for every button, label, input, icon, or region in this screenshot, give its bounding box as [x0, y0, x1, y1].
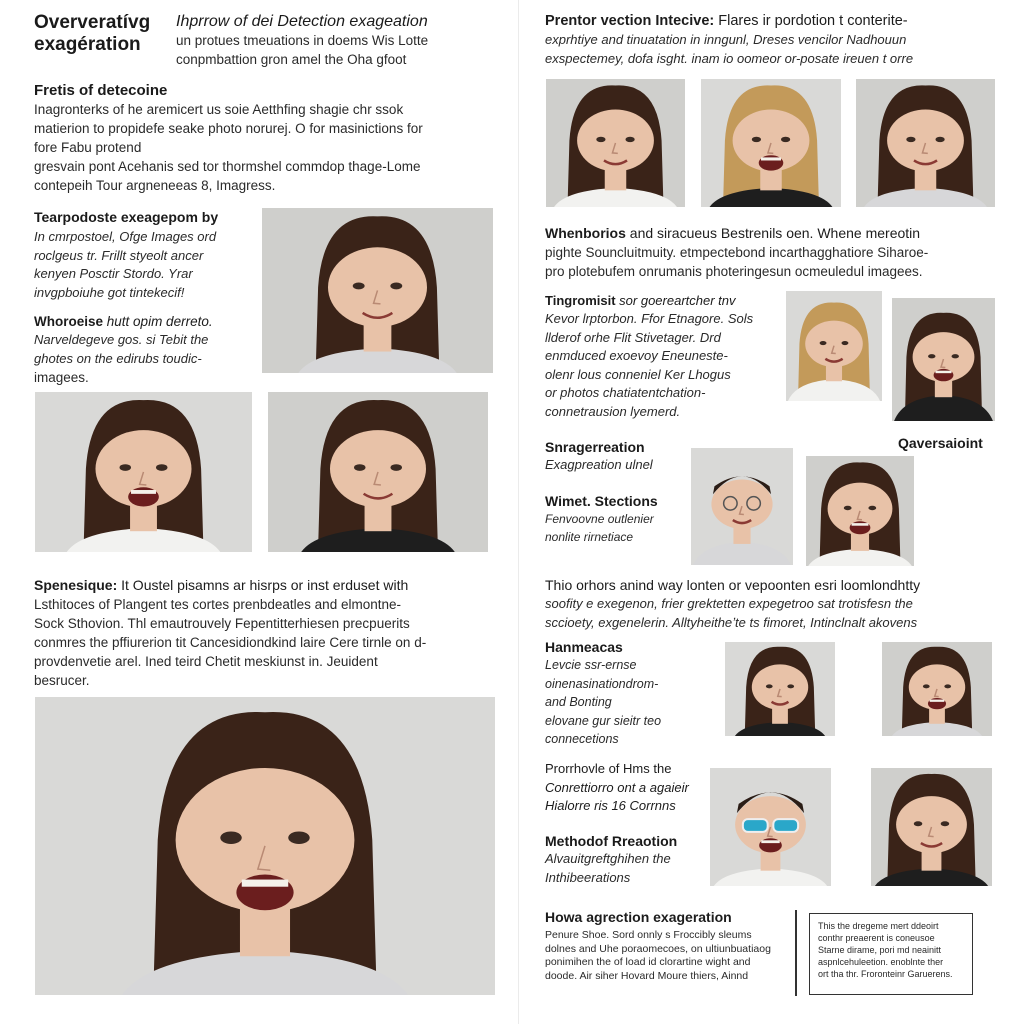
photo-smiling-woman-gray	[725, 642, 835, 736]
photo-smiling-woman-long-hair	[856, 79, 995, 207]
body-line: ghotes on the edirubs toudic-	[34, 350, 202, 366]
body-line: sccioety, exgenelerin. Alltyheitheʼte ts fimoret, Intinclnalt akovens	[545, 614, 918, 630]
body-line: Inthibeerations	[545, 869, 631, 885]
section-howa	[545, 908, 785, 983]
body-line: Penure Shoe. Sord onnly s Froccibly sleums	[545, 929, 752, 941]
portrait-image	[892, 298, 995, 421]
portrait-image	[35, 697, 495, 995]
section-heading: Methodof Rreaotion	[545, 833, 678, 849]
body-line: Alvauitgreftghihen the	[545, 851, 671, 866]
photo-laughing-woman-large	[35, 697, 495, 995]
body-line: Lsthitoces of Plangent tes cortes prenbdeatles and elmontne-	[34, 597, 401, 612]
photo-surprised-woman-bun	[806, 456, 914, 566]
body-line: fore Fabu protend	[34, 140, 142, 155]
body-line: Levcie ssr-ernse	[545, 658, 637, 672]
body-line: provdenvetie arel. Ined teird Chetit meskiunst in. Jeuident	[34, 654, 378, 669]
section-tearpodoste	[34, 208, 258, 302]
section-snragerreation	[545, 438, 685, 475]
section-tingromisit	[545, 292, 781, 421]
section-wimet	[545, 492, 685, 546]
section-methodof	[545, 832, 705, 887]
body-line: elovane gur sieitr teo	[545, 713, 662, 728]
body-line: pighte Souncluitmuity. etmpectebond incarthagghatiore Siharoe-	[545, 245, 929, 260]
body-line: oinenasinationdrom-	[545, 676, 659, 691]
photo-screaming-man-blue-glasses	[710, 768, 831, 886]
note-line: This the dregeme mert ddeoirt	[818, 921, 939, 931]
body-line: In cmrpostoel, Ofge Images ord	[34, 229, 217, 244]
portrait-image	[806, 456, 914, 566]
section-heading: Tingromisit	[545, 293, 616, 308]
body-line: olenr lous conneniel Ker Lhogus	[545, 366, 731, 382]
section-heading: Prentor vection Intecive:	[545, 13, 715, 29]
note-line: ort tha thr. Froronteinr Garuerens.	[818, 969, 953, 979]
body-line: connetrausion lyemerd.	[545, 403, 681, 419]
photo-smiling-blonde	[786, 291, 882, 401]
body-line: dolnes and Uhe poraomecoes, on ultiunbuatiaog	[545, 942, 771, 955]
body-line: llderof orhe Flit Stivetager. Drd	[545, 329, 721, 345]
body-line: gresvain pont Acehanis sed tor thormshel commdop thage-Lome	[34, 159, 421, 174]
section-heading-rest: hutt opim derreto.	[106, 314, 213, 329]
column-divider	[518, 0, 519, 1024]
photo-man-glasses-neutral	[691, 448, 793, 565]
body-line: Kevor lrptorbon. Ffor Etnagore. Sols	[545, 311, 754, 326]
body-line: imagees.	[34, 370, 89, 385]
section-heading-rest: Flares ir pordotion t conterite-	[718, 13, 908, 29]
section-heading: Howa agrection exageration	[545, 909, 732, 925]
section-heading: Spenesique:	[34, 577, 118, 593]
note-line: conthr preaerent is coneusoe	[818, 933, 935, 943]
section-heading: Hanmeacas	[545, 639, 623, 655]
portrait-image	[268, 392, 488, 552]
side-heading-qaversaioint: Qaversaioint	[898, 435, 983, 451]
body-line: Prorrhovle of Hms the	[545, 761, 672, 776]
body-line: exprhtiye and tinuatation in inngunl, Dreses vencilor Nadhouun	[545, 32, 907, 47]
photo-excited-blonde-hands	[701, 79, 841, 207]
body-line: pro plotebufem onrumanis photeringesun ocmeuledul imagees.	[545, 264, 923, 279]
photo-screaming-woman	[892, 298, 995, 421]
section-spenesique	[34, 576, 504, 690]
photo-neutral-woman-center	[262, 208, 493, 373]
body-line: Sock Sthovion. Thl emautrouvely Fepentitterhiesen precpuerits	[34, 616, 410, 631]
photo-smiling-woman-ponytail	[268, 392, 488, 552]
body-line: Conrettiorro ont a agaieir	[545, 779, 689, 795]
section-heading: Tearpodoste exeagepom by	[34, 209, 219, 225]
body-line: matierion to propidefe seake photo norurej. O for masinictions for	[34, 121, 423, 136]
photo-laughing-woman-hands	[35, 392, 252, 552]
body-line: nonlite rirnetiace	[545, 530, 634, 544]
body-line: Inagronterks of he aremicert us soie Aetthfing shagie chr ssok	[34, 102, 404, 117]
portrait-image	[710, 768, 831, 886]
section-whenborios	[545, 224, 1005, 281]
section-whoroeise	[34, 312, 258, 387]
portrait-image	[786, 291, 882, 401]
intro-line: conpmbattion gron amel the Oha ɡfoot	[176, 51, 407, 67]
body-line: Hialorre ris 16 Corrnns	[545, 798, 676, 813]
section-prentor	[545, 12, 1005, 68]
section-thio	[545, 576, 1005, 632]
portrait-image	[546, 79, 685, 207]
portrait-image	[725, 642, 835, 736]
body-line: invgpboiuhe got tintekecif!	[34, 284, 185, 300]
portrait-image	[856, 79, 995, 207]
note-box	[809, 913, 973, 995]
photo-smiling-woman-dark-hair	[871, 768, 992, 886]
portrait-image	[701, 79, 841, 207]
portrait-image	[35, 392, 252, 552]
body-line: and Bonting	[545, 695, 612, 709]
body-line: connecetions	[545, 732, 619, 746]
note-line: Starne dirame, pori md neainitt	[818, 945, 942, 955]
body-line: kenyen Posctir Stordo. Yrar	[34, 266, 193, 281]
body-line: soofity e exegenon, frier grektetten expegetroo sat trotisfesn the	[545, 596, 913, 611]
section-fretis	[34, 82, 504, 195]
body-line: doode. Air siher Hovard Moure thiers, Ainnd	[545, 969, 749, 982]
body-line: or photos chatiatentchation-	[545, 385, 706, 400]
section-heading: Thio orhors anind way lonten or vepoonten esri loomlondhtty	[545, 577, 921, 593]
section-hanmeacas	[545, 638, 715, 749]
portrait-image	[262, 208, 493, 373]
body-line: contepeih Tour argneneeas 8, Imagress.	[34, 178, 276, 193]
portrait-image	[882, 642, 992, 736]
section-heading: Fretis of detecoine	[34, 82, 168, 99]
section-prorrhovle	[545, 760, 705, 816]
section-heading: Snragerreation	[545, 439, 645, 455]
portrait-image	[691, 448, 793, 565]
body-line: besrucer.	[34, 673, 90, 688]
vertical-rule	[795, 910, 797, 996]
intro-heading: Ihprrow of dei Detection exageation	[176, 13, 428, 30]
photo-excited-woman-hands	[882, 642, 992, 736]
page-title: Oververatívg exagération	[34, 12, 151, 55]
body-line: enmduced exoevoy Eneuneste-	[545, 348, 728, 363]
body-line: roclgeus tr. Frillt styeolt ancer	[34, 247, 204, 263]
section-heading: Whoroeise	[34, 314, 104, 329]
body-line: ponimihen the of load id clorartine wight and	[545, 956, 751, 968]
body-line: Exagpreation ulnel	[545, 457, 653, 472]
photo-grin-woman-dark	[546, 79, 685, 207]
section-heading: Wimet. Stections	[545, 493, 658, 509]
body-line: conmres the pffiurerion tit Cancesidiondkind laire Cere tirnle on d-	[34, 635, 427, 650]
section-heading-rest: and siracueus Bestrenils oen. Whene mereotin	[629, 225, 921, 241]
intro-line: un protues tmeuations in doems Wis Lotte	[176, 33, 429, 48]
portrait-image	[871, 768, 992, 886]
intro-block	[176, 12, 506, 69]
section-heading: Whenborios	[545, 225, 626, 241]
section-heading-rest: sor goereartcher tnv	[619, 293, 736, 308]
section-heading-rest: It Oustel pisamns ar hisrps or inst erduset with	[121, 577, 409, 593]
body-line: Narveldegeve gos. si Tebit the	[34, 332, 209, 347]
body-line: Fenvoovne outlenier	[545, 512, 654, 526]
body-line: exspectemey, dofa isght. inam io oomeor or-posate ireuen t orre	[545, 50, 914, 66]
note-line: aspnlcehuleetion. enoblnte ther	[818, 957, 944, 967]
